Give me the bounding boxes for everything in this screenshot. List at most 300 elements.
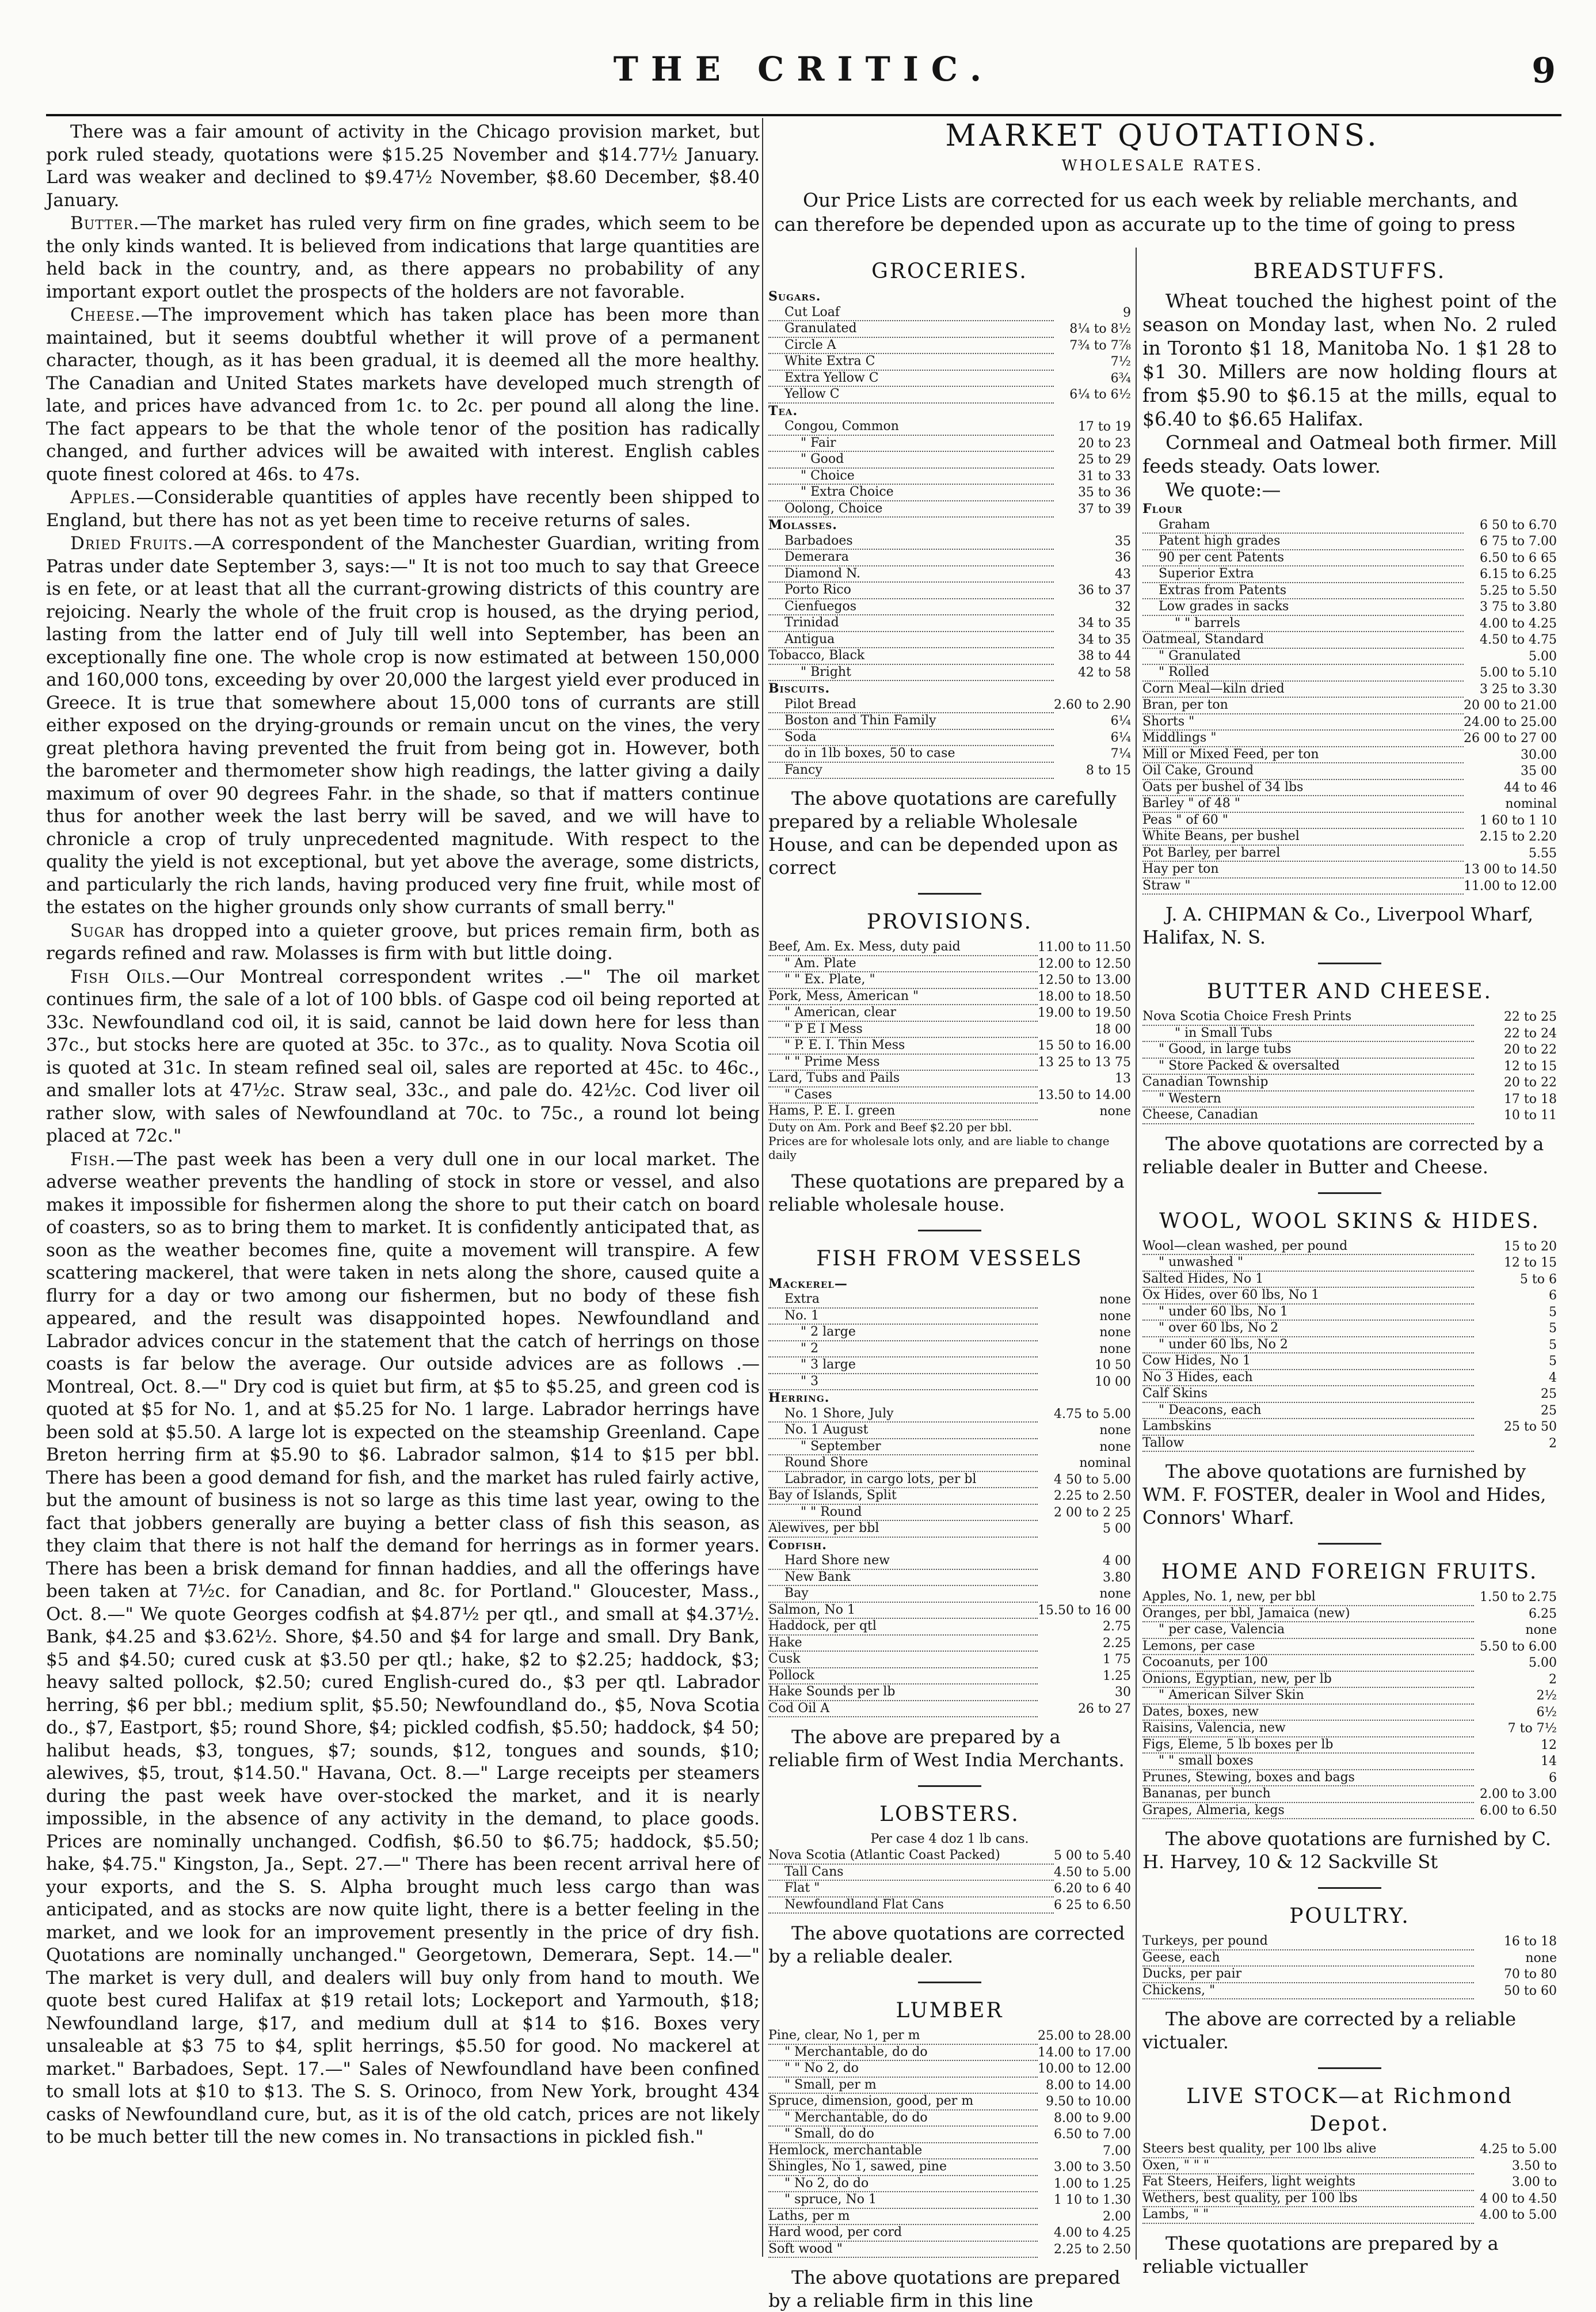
paragraph-lead: Dried Fruits. bbox=[70, 533, 194, 554]
price-row bbox=[1142, 1254, 1557, 1271]
price-value: none bbox=[1525, 1623, 1557, 1637]
price-value: 42 to 58 bbox=[1077, 665, 1131, 680]
price-value: 7.00 bbox=[1103, 2143, 1131, 2158]
price-value: 1 60 to 1 10 bbox=[1479, 813, 1557, 828]
provisions-table bbox=[768, 940, 1131, 1162]
price-item: Labrador, in cargo lots, per bl bbox=[784, 1472, 978, 1486]
price-row bbox=[768, 1880, 1131, 1897]
price-row bbox=[768, 729, 1131, 746]
price-value: 22 to 24 bbox=[1503, 1026, 1557, 1041]
price-item: Lambskins bbox=[1142, 1419, 1213, 1433]
price-row bbox=[768, 1471, 1131, 1488]
price-item: " September bbox=[801, 1439, 883, 1454]
price-row bbox=[1142, 730, 1557, 747]
price-item: Haddock, per qtl bbox=[768, 1619, 878, 1633]
lumber-section bbox=[768, 1997, 1131, 2312]
price-item: Codfish. bbox=[768, 1538, 829, 1553]
price-value: 50 to 60 bbox=[1503, 1983, 1557, 1998]
price-value: 11.00 to 12.00 bbox=[1463, 879, 1557, 893]
price-item: Superior Extra bbox=[1159, 566, 1256, 581]
price-value: none bbox=[1099, 1341, 1131, 1356]
price-value: 4.50 to 4.75 bbox=[1479, 633, 1557, 647]
price-item: Chickens, " bbox=[1142, 1983, 1217, 1998]
price-item: Salted Hides, No 1 bbox=[1142, 1272, 1265, 1286]
price-row bbox=[768, 1070, 1131, 1087]
price-value: 5.55 bbox=[1529, 846, 1557, 861]
price-value: 2 00 to 2 25 bbox=[1053, 1505, 1131, 1520]
price-value: 6¼ bbox=[1110, 730, 1131, 745]
report-paragraph bbox=[46, 212, 760, 303]
price-value: 25 bbox=[1541, 1387, 1557, 1401]
price-value: 34 to 35 bbox=[1077, 632, 1131, 647]
price-value: 37 to 39 bbox=[1077, 501, 1131, 516]
price-value: 36 bbox=[1115, 550, 1131, 565]
price-row bbox=[768, 713, 1131, 729]
price-row bbox=[768, 2176, 1131, 2192]
price-value: 1.00 to 1.25 bbox=[1053, 2176, 1131, 2191]
price-row bbox=[1142, 1622, 1557, 1638]
price-item: Demerara bbox=[784, 550, 851, 564]
price-row bbox=[768, 435, 1131, 452]
price-row bbox=[768, 2159, 1131, 2176]
price-value: none bbox=[1099, 1587, 1131, 1601]
price-row bbox=[768, 2208, 1131, 2225]
price-item: Pollock bbox=[768, 1668, 816, 1683]
paragraph-text: —The market has ruled very firm on fine grades, which seem to be the only kinds wanted. It is believed from indications that large quantities are held back in the country, and, as there appears no probability of any important export outlet the prospects of the holders are not favorable. bbox=[46, 213, 760, 302]
price-item: Cocoanuts, per 100 bbox=[1142, 1655, 1270, 1670]
fruits-table bbox=[1142, 1590, 1557, 1819]
price-item: Spruce, dimension, good, per m bbox=[768, 2094, 975, 2108]
price-item: Graham bbox=[1159, 518, 1212, 532]
price-value: 5 00 bbox=[1103, 1522, 1131, 1536]
price-item: Shorts " bbox=[1142, 714, 1196, 729]
breadstuffs-title: BREADSTUFFS. bbox=[1253, 260, 1446, 283]
price-row bbox=[768, 582, 1131, 599]
price-item: " Extra Choice bbox=[801, 485, 896, 499]
price-item: Alewives, per bbl bbox=[768, 1521, 881, 1535]
butter-note: The above quotations are corrected by a reliable dealer in Butter and Cheese. bbox=[1142, 1132, 1544, 1178]
section-separator bbox=[1318, 2067, 1381, 2069]
price-item: Nova Scotia (Atlantic Coast Packed) bbox=[768, 1848, 1002, 1862]
price-row bbox=[768, 484, 1131, 501]
price-row bbox=[1142, 664, 1557, 681]
price-row bbox=[768, 1341, 1131, 1357]
butter-section bbox=[1142, 978, 1557, 1178]
price-row bbox=[1142, 566, 1557, 583]
price-value: 10 to 11 bbox=[1503, 1108, 1557, 1123]
price-item: " Store Packed & oversalted bbox=[1159, 1059, 1342, 1073]
price-item: Pine, clear, No 1, per m bbox=[768, 2028, 922, 2043]
price-item: Diamond N. bbox=[784, 566, 862, 581]
livestock-title: LIVE STOCK—at Richmond Depot. bbox=[1186, 2085, 1513, 2136]
price-row bbox=[1142, 1337, 1557, 1353]
price-item: Soft wood " bbox=[768, 2242, 844, 2256]
price-item: " " barrels bbox=[1175, 616, 1242, 630]
column-rule bbox=[762, 118, 763, 2257]
price-row bbox=[768, 1037, 1131, 1054]
price-value: nominal bbox=[1079, 1456, 1131, 1470]
paragraph-text: has dropped into a quieter groove, but prices remain firm, both as regards refined and raw. Molasses is firm with but little doing. bbox=[46, 920, 760, 964]
price-item: Round Shore bbox=[784, 1455, 870, 1470]
groceries-note: The above quotations are carefully prepared by a reliable Wholesale House, and can be depended upon as correct bbox=[768, 788, 1118, 879]
price-value: 22 to 25 bbox=[1503, 1010, 1557, 1024]
price-row bbox=[1142, 714, 1557, 731]
price-value: 2 bbox=[1549, 1672, 1557, 1687]
section-separator bbox=[918, 1982, 981, 1983]
price-item: Hake bbox=[768, 1636, 804, 1650]
price-row bbox=[768, 664, 1131, 681]
price-item: Herring. bbox=[768, 1390, 831, 1405]
price-value: 4.00 to 5.00 bbox=[1479, 2208, 1557, 2222]
price-item: Mill or Mixed Feed, per ton bbox=[1142, 747, 1321, 762]
price-item: Newfoundland Flat Cans bbox=[784, 1897, 946, 1912]
lobsters-table bbox=[768, 1848, 1131, 1914]
price-row bbox=[1142, 583, 1557, 599]
price-item: " American, clear bbox=[784, 1005, 898, 1020]
quotations-column-middle bbox=[768, 248, 1131, 2311]
price-item: Tea. bbox=[768, 404, 799, 419]
price-item: Flour bbox=[1142, 501, 1184, 516]
price-item: " 3 large bbox=[801, 1357, 858, 1372]
price-row bbox=[768, 1054, 1131, 1071]
price-value: 36 to 37 bbox=[1077, 583, 1131, 598]
price-row bbox=[768, 1635, 1131, 1652]
price-row bbox=[768, 2093, 1131, 2110]
price-item: Hard Shore new bbox=[784, 1553, 892, 1568]
price-item: Dates, boxes, new bbox=[1142, 1705, 1260, 1719]
price-value: 2.00 bbox=[1103, 2209, 1131, 2224]
butter-table bbox=[1142, 1009, 1557, 1124]
price-row bbox=[1142, 861, 1557, 878]
price-row bbox=[1142, 2142, 1557, 2158]
price-value: 15 50 to 16.00 bbox=[1037, 1039, 1131, 1053]
price-item: Cod Oil A bbox=[768, 1701, 831, 1716]
fish-note: The above are prepared by a reliable firm of West India Merchants. bbox=[768, 1726, 1125, 1771]
price-item: Bananas, per bunch bbox=[1142, 1786, 1273, 1801]
price-value: 7 to 7½ bbox=[1507, 1721, 1557, 1736]
price-item: New Bank bbox=[784, 1570, 852, 1584]
price-row bbox=[768, 615, 1131, 632]
price-row bbox=[1142, 878, 1557, 895]
lumber-title: LUMBER bbox=[896, 1999, 1004, 2022]
price-value: 6¼ bbox=[1110, 714, 1131, 728]
paragraph-lead: Fish Oils. bbox=[70, 966, 172, 987]
section-separator bbox=[1318, 1192, 1381, 1194]
price-item: " American Silver Skin bbox=[1159, 1688, 1306, 1702]
price-item: Ox Hides, over 60 lbs, No 1 bbox=[1142, 1288, 1321, 1302]
price-item: Barbadoes bbox=[784, 534, 855, 548]
price-row bbox=[1142, 1091, 1557, 1108]
price-row bbox=[1142, 747, 1557, 763]
price-value: 2.60 to 2.90 bbox=[1053, 697, 1131, 712]
price-row bbox=[1142, 1304, 1557, 1321]
price-row bbox=[768, 566, 1131, 583]
price-row bbox=[768, 353, 1131, 370]
breadstuffs-table bbox=[1142, 501, 1557, 895]
price-item: Canadian Township bbox=[1142, 1075, 1270, 1089]
price-item: " 2 bbox=[801, 1341, 820, 1356]
price-value bbox=[1054, 517, 1131, 534]
price-row bbox=[768, 2241, 1131, 2258]
price-value: 4 50 to 5.00 bbox=[1053, 1472, 1131, 1487]
price-value: 2.75 bbox=[1103, 1619, 1131, 1634]
price-row bbox=[1142, 518, 1557, 534]
masthead bbox=[46, 45, 1561, 116]
price-item: " " No 2, do bbox=[784, 2061, 860, 2075]
price-value: 25.00 to 28.00 bbox=[1037, 2029, 1131, 2043]
price-row bbox=[768, 1422, 1131, 1439]
price-item: " P E I Mess bbox=[784, 1022, 864, 1036]
price-value: 5 bbox=[1549, 1354, 1557, 1368]
price-item: Raisins, Valencia, new bbox=[1142, 1721, 1288, 1735]
price-row bbox=[768, 517, 1131, 534]
price-item: No 3 Hides, each bbox=[1142, 1370, 1255, 1385]
price-item: " under 60 lbs, No 2 bbox=[1159, 1337, 1290, 1352]
paragraph-text: —Our Montreal correspondent writes .—" The oil market continues firm, the sale of a lot of 100 bbls. of Gaspe cod oil being reported at 33c. Newfoundland cod oil, it is said, cannot be laid down here for less than 37c., but stocks here are quoted at 35c. to 37c., as to quality. Nova Scotia oil is quoted at 31c. In steam refined seal oil, sales are reported at 45c. to 46c., and smaller lots at 47½c. Straw seal, 33c., and pale do. 42½c. Cod liver oil rather slow, with sales of Newfoundland at 70c. to 75c., a round lot being placed at 72c." bbox=[46, 966, 760, 1146]
price-row bbox=[1142, 697, 1557, 714]
price-item: " 3 bbox=[801, 1374, 820, 1389]
price-item: Calf Skins bbox=[1142, 1386, 1209, 1401]
price-item: do in 1lb boxes, 50 to case bbox=[784, 746, 957, 760]
price-item: Nova Scotia Choice Fresh Prints bbox=[1142, 1009, 1353, 1024]
price-row bbox=[1142, 1239, 1557, 1255]
price-value: 25 bbox=[1541, 1403, 1557, 1418]
price-value: 8.00 to 9.00 bbox=[1053, 2111, 1131, 2125]
price-value: 5.50 to 6.00 bbox=[1479, 1639, 1557, 1654]
price-value: 20 to 22 bbox=[1503, 1043, 1557, 1057]
price-row bbox=[1142, 1753, 1557, 1770]
price-item: Grapes, Almeria, kegs bbox=[1142, 1803, 1286, 1817]
price-item: Duty on Am. Pork and Beef $2.20 per bbl. bbox=[768, 1120, 1014, 1134]
price-row bbox=[1142, 1058, 1557, 1075]
fruits-note: The above quotations are furnished by C. H. Harvey, 10 & 12 Sackville St bbox=[1142, 1828, 1551, 1873]
price-value: 35 to 36 bbox=[1077, 485, 1131, 500]
price-row bbox=[1142, 1803, 1557, 1819]
price-row bbox=[768, 1324, 1131, 1341]
price-value: 13 25 to 13 75 bbox=[1037, 1055, 1131, 1070]
paragraph-text: —The improvement which has taken place has been more than maintained, but it seems doubtful whether it will prove of a permanent character, though, as it has been gradual, it is deemed all the more healthy. The Canadian and United States markets have developed much strength of late, and prices have advanced from 1c. to 2c. per pound all along the line. The fact appears to be that the whole tenor of the position has radically changed, and further advices will be awaited with interest. English cables quote finest colored at 46s. to 47s. bbox=[46, 305, 760, 485]
price-row bbox=[1142, 1966, 1557, 1983]
price-row bbox=[1142, 615, 1557, 632]
price-row bbox=[768, 1488, 1131, 1504]
price-value: none bbox=[1099, 1423, 1131, 1438]
price-value: 5 bbox=[1549, 1337, 1557, 1352]
price-value: none bbox=[1099, 1104, 1131, 1119]
price-row bbox=[1142, 1720, 1557, 1737]
price-row bbox=[768, 1134, 1131, 1162]
price-item: 90 per cent Patents bbox=[1159, 550, 1286, 565]
price-value: 5 00 to 5.40 bbox=[1053, 1849, 1131, 1863]
provisions-note: These quotations are prepared by a reliable wholesale house. bbox=[768, 1170, 1125, 1215]
price-item: Shingles, No 1, sawed, pine bbox=[768, 2159, 949, 2174]
price-value bbox=[1038, 1276, 1131, 1292]
report-paragraph bbox=[46, 966, 760, 1148]
wool-table bbox=[1142, 1239, 1557, 1452]
price-item: Cut Loaf bbox=[784, 305, 841, 320]
price-value: 15 to 20 bbox=[1503, 1239, 1557, 1254]
price-value: 1 75 bbox=[1103, 1652, 1131, 1667]
price-item: Cheese, Canadian bbox=[1142, 1108, 1260, 1122]
price-value: 32 bbox=[1115, 599, 1131, 614]
price-row bbox=[768, 632, 1131, 648]
report-paragraph bbox=[46, 920, 760, 965]
price-item: " " Prime Mess bbox=[784, 1055, 882, 1069]
price-row bbox=[768, 534, 1131, 550]
price-value bbox=[1054, 680, 1131, 697]
poultry-section bbox=[1142, 1903, 1557, 2054]
price-row bbox=[768, 1537, 1131, 1554]
price-item: " Rolled bbox=[1159, 665, 1211, 679]
price-item: " Granulated bbox=[1159, 649, 1243, 663]
price-row bbox=[1142, 1402, 1557, 1419]
price-item: Laths, per m bbox=[768, 2209, 852, 2223]
price-row bbox=[1142, 1687, 1557, 1704]
fruits-title: HOME AND FOREIGN FRUITS. bbox=[1161, 1560, 1538, 1584]
price-row bbox=[1142, 1419, 1557, 1435]
price-value: 35 00 bbox=[1521, 764, 1557, 778]
price-value bbox=[1038, 1390, 1131, 1406]
price-row bbox=[768, 1005, 1131, 1021]
price-row bbox=[768, 2192, 1131, 2208]
lobsters-title: LOBSTERS. bbox=[879, 1803, 1020, 1826]
price-value: 19.00 to 19.50 bbox=[1037, 1006, 1131, 1020]
price-item: Trinidad bbox=[784, 615, 841, 630]
section-separator bbox=[918, 1230, 981, 1231]
market-quotations-header bbox=[768, 118, 1557, 237]
price-value: 6 bbox=[1549, 1770, 1557, 1785]
price-value: 6.00 to 6.50 bbox=[1479, 1803, 1557, 1818]
price-row bbox=[1142, 2158, 1557, 2174]
market-quotations-title: MARKET QUOTATIONS. bbox=[945, 119, 1380, 153]
price-item: Figs, Eleme, 5 lb boxes per lb bbox=[1142, 1737, 1335, 1752]
price-value: 3 25 to 3.30 bbox=[1479, 682, 1557, 697]
section-separator bbox=[1318, 1543, 1381, 1545]
price-value: 12 bbox=[1541, 1737, 1557, 1752]
price-value: 6.25 bbox=[1529, 1606, 1557, 1621]
price-row bbox=[768, 337, 1131, 354]
price-value: 12 to 15 bbox=[1503, 1059, 1557, 1074]
price-item: " P. E. I. Thin Mess bbox=[784, 1038, 906, 1052]
price-item: " Choice bbox=[801, 469, 856, 483]
price-value: 20 to 22 bbox=[1503, 1075, 1557, 1090]
price-item: Patent high grades bbox=[1159, 534, 1282, 548]
price-item: " unwashed " bbox=[1159, 1255, 1245, 1269]
price-item: Pot Barley, per barrel bbox=[1142, 846, 1282, 860]
price-item: Flat " bbox=[784, 1881, 821, 1895]
price-value: 26 00 to 27 00 bbox=[1463, 731, 1557, 746]
price-value: 2.25 bbox=[1103, 1636, 1131, 1651]
price-row bbox=[768, 1390, 1131, 1406]
report-paragraph bbox=[46, 1149, 760, 2149]
price-item: Antigua bbox=[784, 632, 836, 647]
price-item: Hay per ton bbox=[1142, 862, 1221, 876]
price-row bbox=[768, 1357, 1131, 1374]
price-item: Mackerel— bbox=[768, 1276, 850, 1291]
poultry-table bbox=[1142, 1934, 1557, 1999]
price-value: 35 bbox=[1115, 534, 1131, 549]
price-item: Pork, Mess, American " bbox=[768, 989, 920, 1003]
price-value: 12.00 to 12.50 bbox=[1037, 956, 1131, 971]
price-row bbox=[768, 940, 1131, 956]
price-row bbox=[1142, 550, 1557, 566]
price-item: Boston and Thin Family bbox=[784, 713, 938, 728]
price-value: 4.50 to 5.00 bbox=[1053, 1865, 1131, 1880]
fish-title: FISH FROM VESSELS bbox=[816, 1246, 1083, 1271]
price-row bbox=[768, 1276, 1131, 1292]
paragraph-lead: Cheese. bbox=[70, 305, 142, 325]
price-row bbox=[1142, 1590, 1557, 1606]
price-row bbox=[1142, 1370, 1557, 1386]
price-value: 1 10 to 1.30 bbox=[1053, 2193, 1131, 2207]
price-item: Prunes, Stewing, boxes and bags bbox=[1142, 1770, 1357, 1785]
price-row bbox=[768, 1668, 1131, 1684]
price-row bbox=[1142, 1386, 1557, 1402]
price-item: No. 1 bbox=[784, 1309, 821, 1323]
market-report-column bbox=[46, 121, 760, 2251]
price-value: none bbox=[1099, 1439, 1131, 1454]
price-item: Extra Yellow C bbox=[784, 371, 881, 385]
price-item: " under 60 lbs, No 1 bbox=[1159, 1305, 1290, 1319]
price-value: 6 75 to 7.00 bbox=[1479, 534, 1557, 549]
price-row bbox=[768, 680, 1131, 697]
price-item: Geese, each bbox=[1142, 1950, 1222, 1965]
breadstuffs-quote-label: We quote:— bbox=[1165, 478, 1281, 501]
lobsters-section bbox=[768, 1801, 1131, 1968]
section-separator bbox=[918, 1785, 981, 1787]
price-value: 4.00 to 4.25 bbox=[1053, 2226, 1131, 2240]
price-value: 6 50 to 6.70 bbox=[1479, 518, 1557, 533]
price-row bbox=[768, 1292, 1131, 1308]
price-item: Salmon, No 1 bbox=[768, 1603, 857, 1617]
price-row bbox=[1142, 1025, 1557, 1042]
price-item: Bay bbox=[784, 1586, 810, 1600]
price-item: " over 60 lbs, No 2 bbox=[1159, 1321, 1280, 1335]
price-item: Corn Meal—kiln dried bbox=[1142, 682, 1286, 696]
price-row bbox=[768, 501, 1131, 518]
price-value: 4.75 to 5.00 bbox=[1053, 1406, 1131, 1421]
price-row bbox=[1142, 1107, 1557, 1124]
price-value: 20 to 23 bbox=[1077, 436, 1131, 451]
price-item: Oxen, " " " bbox=[1142, 2158, 1211, 2173]
price-item: Onions, Egyptian, new, per lb bbox=[1142, 1672, 1334, 1686]
price-item: Hemlock, merchantable bbox=[768, 2143, 924, 2158]
price-value: none bbox=[1099, 1292, 1131, 1307]
price-value: 4 bbox=[1549, 1370, 1557, 1385]
price-row bbox=[768, 697, 1131, 713]
price-value bbox=[1054, 403, 1131, 420]
price-row bbox=[1142, 648, 1557, 665]
page-number: 9 bbox=[1532, 51, 1556, 91]
price-row bbox=[768, 1701, 1131, 1717]
livestock-table bbox=[1142, 2142, 1557, 2224]
price-value: 5 bbox=[1549, 1305, 1557, 1319]
price-row bbox=[768, 1120, 1131, 1134]
price-value: 6¾ bbox=[1110, 371, 1131, 386]
report-paragraph bbox=[46, 533, 760, 919]
breadstuffs-note: J. A. CHIPMAN & Co., Liverpool Wharf, Halifax, N. S. bbox=[1142, 903, 1534, 948]
price-value: 9.50 to 10.00 bbox=[1045, 2094, 1131, 2109]
breadstuffs-intro-2: Cornmeal and Oatmeal both firmer. Mill feeds steady. Oats lower. bbox=[1142, 431, 1557, 477]
price-row bbox=[768, 1406, 1131, 1423]
price-row bbox=[768, 1848, 1131, 1864]
price-row bbox=[768, 1897, 1131, 1914]
wool-section bbox=[1142, 1208, 1557, 1530]
price-item: White Beans, per bushel bbox=[1142, 829, 1301, 843]
price-row bbox=[768, 2224, 1131, 2241]
price-row bbox=[768, 1374, 1131, 1390]
price-row bbox=[1142, 1638, 1557, 1655]
price-value: 13.50 to 14.00 bbox=[1037, 1087, 1131, 1102]
